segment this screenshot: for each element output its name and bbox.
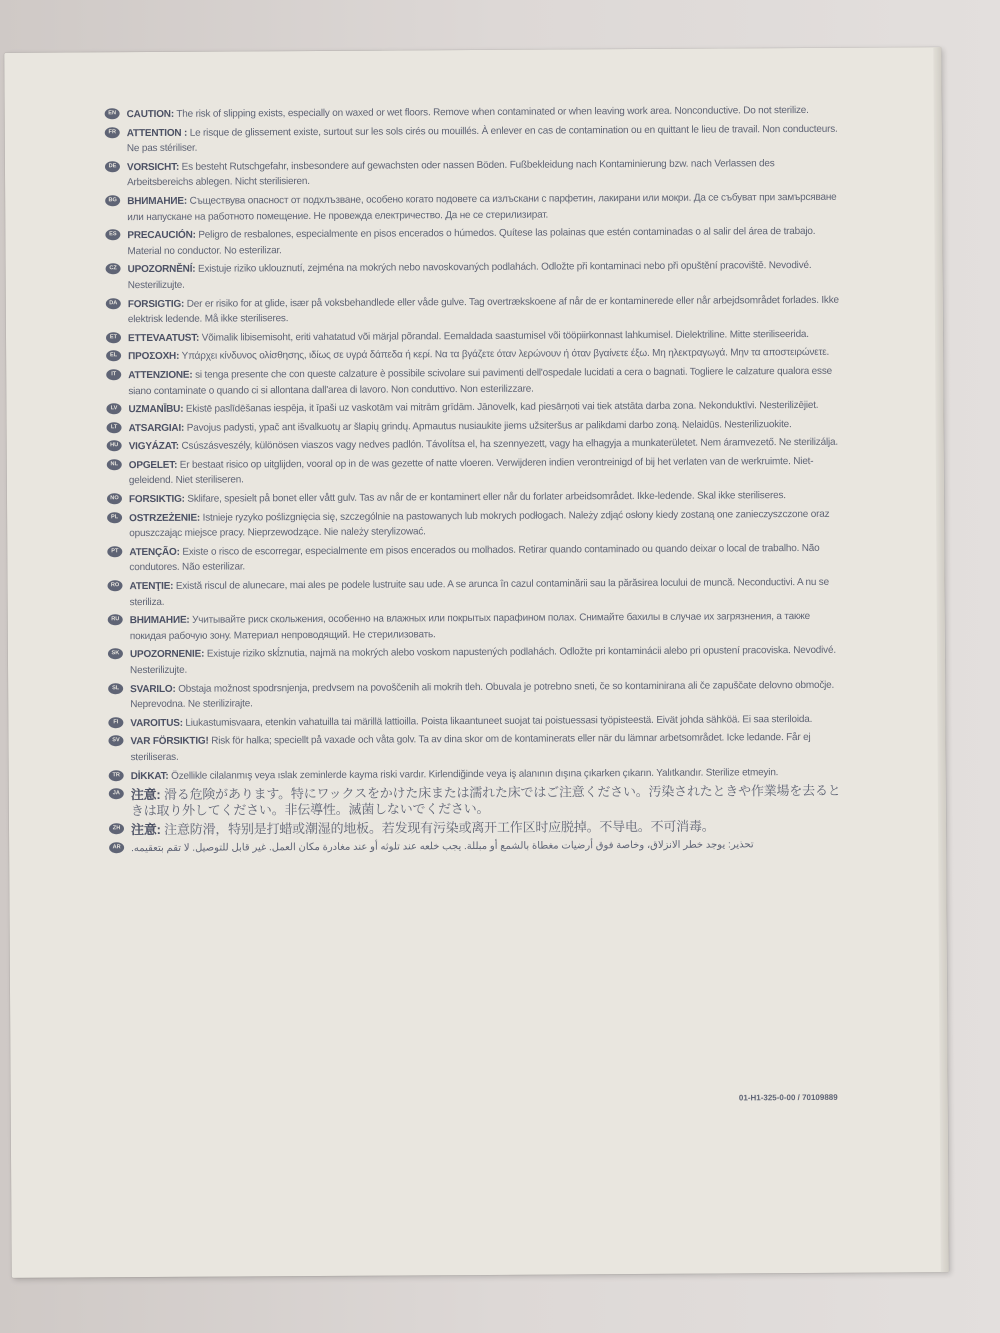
language-code-badge: AR bbox=[109, 842, 124, 853]
warning-keyword: ATSARGIAI: bbox=[128, 422, 185, 434]
language-code-badge: CZ bbox=[106, 264, 121, 275]
warning-text: Съществува опасност от подхлъзване, особено когато подовете са излъскани с парфетин, лакирани или мокри. Да се събуват при замърсяване или напускане на работното помещение. Не провежда електричество. Да не се стерилизират. bbox=[127, 191, 837, 223]
language-code-badge: BG bbox=[105, 195, 120, 206]
warning-keyword: PRECAUCIÓN: bbox=[127, 229, 196, 242]
warning-entry-sk bbox=[108, 643, 843, 679]
warning-keyword: ATTENZIONE: bbox=[128, 369, 193, 382]
language-code-badge: SK bbox=[108, 649, 123, 660]
language-code-badge: FI bbox=[108, 717, 123, 728]
warning-entry-da bbox=[106, 292, 841, 328]
language-code-badge: RO bbox=[107, 580, 122, 591]
warning-entry-et bbox=[106, 326, 841, 346]
language-code-badge: JA bbox=[109, 788, 124, 799]
warning-text: Csúszásveszély, különösen viaszos vagy nedves padlón. Távolítsa el, ha szennyezett, vagy ha elhagyja a munkaterületet. Nem áramvezető. Ne sterilizálja. bbox=[178, 437, 838, 453]
warning-entry-fi bbox=[108, 712, 843, 732]
warning-text: Liukastumisvaara, etenkin vahatuilla tai märillä lattioilla. Poista likaantuneet suojat tai poistuessasi työpisteestä. Eivät johda sähköä. Ei saa steriloida. bbox=[182, 713, 813, 729]
warning-entry-es bbox=[105, 224, 840, 260]
warning-entry-zh bbox=[109, 818, 844, 838]
warning-keyword: ATENŢIE: bbox=[129, 580, 174, 593]
language-code-badge: DA bbox=[106, 298, 121, 309]
warning-entry-el bbox=[106, 345, 841, 365]
language-code-badge: RU bbox=[108, 614, 123, 625]
language-code-badge: EN bbox=[105, 108, 120, 119]
warning-keyword: FORSIGTIG: bbox=[127, 298, 185, 310]
warning-keyword: OPGELET: bbox=[128, 459, 178, 471]
warning-keyword: VIGYÁZAT: bbox=[128, 441, 179, 453]
warning-keyword: VAR FÖRSIKTIG! bbox=[130, 736, 209, 748]
warning-keyword: ВНИМАНИЕ: bbox=[127, 195, 188, 208]
warning-text: Er bestaat risico op uitglijden, vooral op in de was gezette of natte vloeren. Verwijderen indien verontreinigd of bij het verlaten van de werkruimte. Niet-geleidend. Niet steriliseren. bbox=[128, 455, 814, 487]
warning-text: Es besteht Rutschgefahr, insbesondere auf gewachsten oder nassen Böden. Fußbekleidung nach Kontaminierung bzw. nach Verlassen des Arbeitsbereichs ablegen. Nicht sterilisieren. bbox=[127, 157, 775, 189]
warning-text: Υπάρχει κίνδυνος ολίσθησης, ιδίως σε υγρά δάπεδα ή κερί. Να τα βγάζετε όταν λερώνουν ή όταν βγαίνετε έξω. Μη ηλεκτραγωγά. Μην τα αποστειρώνετε. bbox=[179, 347, 830, 363]
warning-text: Obstaja možnost spodrsnjenja, predvsem na povoščenih ali mokrih tleh. Obuvala je potrebno sneti, če so kontaminirana ali če zapuščate delovno območje. Neprevodna. Ne sterilizirajte. bbox=[130, 679, 835, 711]
warning-text: Pavojus padysti, ypač ant išvalkuotų ar šlapių grindų. Apmautus nusiaukite jiems užsiteršus ar palikdami darbo zoną. Nelaidūs. Nesterilizuokite. bbox=[184, 418, 792, 434]
warning-entry-lt bbox=[107, 416, 842, 436]
language-code-badge: SV bbox=[108, 736, 123, 747]
warning-keyword: FORSIKTIG: bbox=[128, 493, 185, 506]
warning-entry-en bbox=[105, 103, 840, 123]
language-code-badge: ET bbox=[106, 332, 121, 343]
language-code-badge: HU bbox=[107, 440, 122, 451]
warning-text: Le risque de glissement existe, surtout sur les sols cirés ou mouillés. À enlever en cas de contamination ou en quittant le lieu de travail. Non conducteurs. Ne pas stériliser. bbox=[126, 123, 838, 155]
warning-text: Existuje riziko skĺznutia, najmä na mokrých alebo voskom napustených podlahách. Odložte pri kontaminácii alebo pri opustení pracoviska. Nevodivé. Nesterilizujte. bbox=[130, 645, 836, 677]
warning-text: Sklifare, spesielt på bonet eller vått gulv. Tas av når de er kontaminert eller når du forlater arbeidsområdet. Ikke-ledende. Skal ikke steriliseres. bbox=[184, 490, 786, 505]
language-code-badge: PL bbox=[107, 512, 122, 523]
warning-keyword: ВНИМАНИЕ: bbox=[129, 614, 190, 627]
warning-text: Peligro de resbalones, especialmente en pisos encerados o húmedos. Quítese las polainas que estén contaminadas o al salir del área de trabajo. Material no conductor. No esterilizar. bbox=[127, 226, 816, 257]
language-code-badge: NL bbox=[107, 459, 122, 470]
warning-entry-bg bbox=[105, 190, 840, 226]
warning-text: Istnieje ryzyko poślizgnięcia się, szczególnie na pastowanych lub mokrych podłogach. Należy zdjąć osłony kiedy zostaną one zanieczyszczone oraz opuszczając miejsce pracy. Nieprzewodzące. Nie należy sterylizować. bbox=[129, 508, 830, 540]
warning-entry-de bbox=[105, 156, 840, 192]
warning-entry-it bbox=[106, 364, 841, 400]
warning-entry-ru bbox=[108, 609, 843, 645]
warning-list bbox=[105, 103, 845, 860]
warning-text: 滑る危険があります。特にワックスをかけた床または濡れた床ではご注意ください。汚染されたときや作業場を去るときは取り外してください。非伝導性。滅菌しないでください。 bbox=[130, 782, 841, 819]
warning-keyword: CAUTION: bbox=[126, 108, 174, 121]
language-code-badge: SL bbox=[108, 683, 123, 694]
box-edge bbox=[933, 47, 948, 1272]
box-panel bbox=[4, 47, 948, 1278]
warning-text: 注意防滑，特别是打蜡或潮湿的地板。若发现有污染或离开工作区时应脱掉。不导电。不可消毒。 bbox=[160, 818, 715, 838]
warning-text: si tenga presente che con queste calzature è possibile scivolare sui pavimenti dell'ospedale lucidati a cera o bagnati. Togliere le calzature qualora esse siano contaminate o quando ci si allontana dall'area di lavoro. Non conduttivo. Non esterilizzare. bbox=[128, 365, 833, 397]
warning-text: The risk of slipping exists, especially on waxed or wet floors. Remove when contaminated or when leaving work area. Nonconductive. Do not sterilize. bbox=[173, 104, 809, 120]
warning-entry-lv bbox=[106, 398, 841, 418]
language-code-badge: PT bbox=[107, 546, 122, 557]
warning-text: Özellikle cilalanmış veya ıslak zeminlerde kayma riski vardır. Kirlendiğinde veya iş alanının dışına çıkarken çıkarın. Yalıtkandır. Sterilize etmeyin. bbox=[168, 766, 779, 782]
warning-entry-nl bbox=[107, 454, 842, 490]
warning-keyword: UZMANĪBU: bbox=[128, 403, 184, 416]
warning-text: Existuje riziko uklouznutí, zejména na mokrých nebo navoskovaných podlahách. Odložte při kontaminaci nebo při opuštění pracoviště. Nevodivé. Nesterilizujte. bbox=[127, 260, 812, 292]
warning-keyword: ATTENTION : bbox=[126, 127, 188, 139]
warning-keyword: UPOZORNENIE: bbox=[129, 649, 205, 661]
warning-entry-tr bbox=[109, 764, 844, 784]
warning-entry-sv bbox=[108, 730, 843, 766]
warning-keyword: 注意: bbox=[130, 822, 161, 838]
warning-entry-ar bbox=[109, 837, 844, 857]
warning-entry-ro bbox=[107, 575, 842, 611]
warning-keyword: DİKKAT: bbox=[130, 770, 169, 782]
language-code-badge: LV bbox=[106, 403, 121, 414]
warning-keyword: 注意: bbox=[130, 787, 161, 803]
warning-keyword: ΠΡΟΣΟΧΗ: bbox=[128, 351, 180, 363]
language-code-badge: NO bbox=[107, 493, 122, 504]
warning-entry-pt bbox=[107, 541, 842, 577]
language-code-badge: DE bbox=[105, 161, 120, 172]
warning-keyword: UPOZORNĚNÍ: bbox=[127, 264, 196, 276]
warning-keyword: VAROITUS: bbox=[130, 717, 183, 729]
warning-keyword: SVARILO: bbox=[130, 683, 176, 695]
warning-entry-fr bbox=[105, 121, 840, 157]
warning-text: تحذير: يوجد خطر الانزلاق، وخاصة فوق أرضيات مغطاة بالشمع أو مبللة. يجب خلعه عند تلوثه أو عند مغادرة مكان العمل. غير قابل للتوصيل. لا تقم بتعقيمه. bbox=[131, 839, 754, 855]
warning-text: Există riscul de alunecare, mai ales pe podele lustruite sau ude. A se arunca în cazul contaminării sau la părăsirea locului de muncă. Neconductivi. A nu se steriliza. bbox=[129, 576, 829, 608]
warning-text: Existe o risco de escorregar, especialmente em pisos encerados ou molhados. Retirar quando contaminado ou quando deixar o local de trabalho. Não condutores. Não esterilizar. bbox=[129, 542, 820, 574]
language-code-badge: ZH bbox=[109, 823, 124, 834]
warning-entry-ja bbox=[109, 783, 844, 819]
warning-text: Võimalik libisemisoht, eriti vahatatud või märjal põrandal. Eemaldada saastumisel või tööpiirkonnast lahkumisel. Dielektriline. Mitte steriliseerida. bbox=[199, 328, 809, 344]
warning-text: Risk för halka; speciellt på vaxade och våta golv. Ta av dina skor om de kontaminerats eller när du lämnar arbetsområdet. Icke ledande. Får ej steriliseras. bbox=[130, 732, 811, 764]
language-code-badge: ES bbox=[105, 229, 120, 240]
warning-keyword: ATENÇÃO: bbox=[129, 546, 180, 558]
warning-entry-cz bbox=[106, 258, 841, 294]
warning-entry-sl bbox=[108, 677, 843, 713]
language-code-badge: EL bbox=[106, 350, 121, 361]
warning-keyword: VORSICHT: bbox=[126, 161, 180, 173]
language-code-badge: LT bbox=[107, 422, 122, 433]
warning-entry-pl bbox=[107, 506, 842, 542]
language-code-badge: TR bbox=[109, 770, 124, 781]
warning-text: Der er risiko for at glide, især på voksbehandlede eller våde gulve. Tag overtrækskoene af når de er kontaminerede eller når arbejdsområdet forlades. Ikke elektrisk ledende. Må ikke steriliseres. bbox=[127, 294, 839, 326]
warning-text: Ekistē paslīdēšanas iespēja, it īpaši uz vaskotām vai mitrām grīdām. Jānovelk, kad piesārņoti vai tiek atstāta darba zona. Nekonduktīvi. Nesterilizējiet. bbox=[183, 400, 819, 415]
warning-keyword: ETTEVAATUST: bbox=[127, 332, 200, 344]
warning-entry-hu bbox=[107, 435, 842, 455]
warning-text: Учитывайте риск скольжения, особенно на влажных или покрытых парафином полах. Снимайте бахилы в случае их загрязнения, а также покидая рабочую зону. Материал непроводящий. Не стерилизовать. bbox=[129, 611, 811, 642]
product-code: 01-H1-325-0-00 / 70109889 bbox=[738, 1092, 838, 1103]
warning-keyword: OSTRZEŻENIE: bbox=[129, 512, 201, 524]
language-code-badge: FR bbox=[105, 127, 120, 138]
language-code-badge: IT bbox=[106, 369, 121, 380]
warning-entry-no bbox=[107, 488, 842, 508]
